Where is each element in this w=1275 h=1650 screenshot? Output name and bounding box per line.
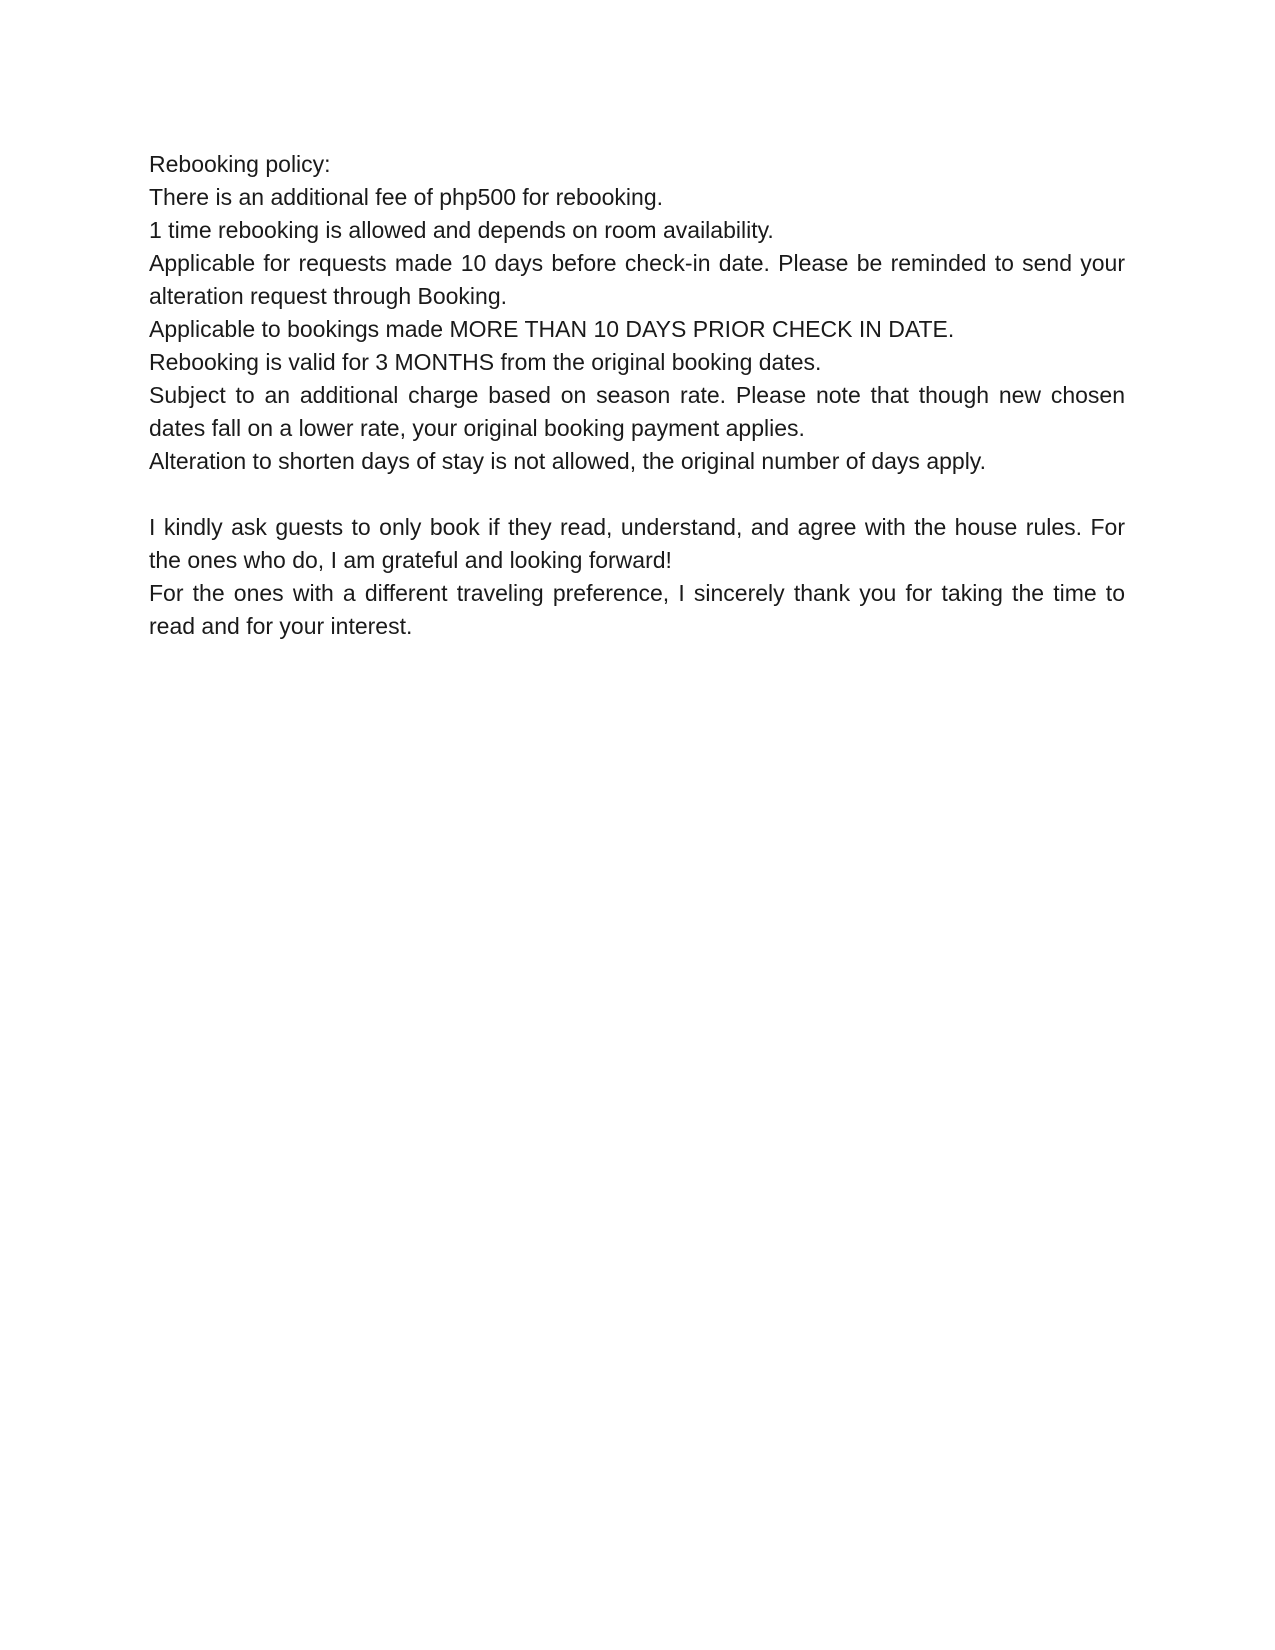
- policy-heading: Rebooking policy:: [149, 151, 331, 177]
- closing-paragraph-thanks: For the ones with a different traveling preference, I sincerely thank you for taking the time to read and for your interest.: [149, 580, 1125, 639]
- document-body: [149, 148, 1125, 643]
- policy-line-request-window: Applicable for requests made 10 days before check-in date. Please be reminded to send your alteration request through Booking.: [149, 250, 1125, 309]
- policy-line-season-rate: Subject to an additional charge based on season rate. Please note that though new chosen dates fall on a lower rate, your original booking payment applies.: [149, 382, 1125, 441]
- closing-paragraph-agree: I kindly ask guests to only book if they read, understand, and agree with the house rules. For the ones who do, I am grateful and looking forward!: [149, 514, 1125, 573]
- policy-line-validity: Rebooking is valid for 3 MONTHS from the original booking dates.: [149, 349, 822, 375]
- policy-line-booking-prior: Applicable to bookings made MORE THAN 10 DAYS PRIOR CHECK IN DATE.: [149, 316, 955, 342]
- policy-line-fee: There is an additional fee of php500 for rebooking.: [149, 184, 664, 210]
- policy-line-shorten-stay: Alteration to shorten days of stay is not allowed, the original number of days apply.: [149, 448, 986, 474]
- paragraph-spacer: [149, 478, 1125, 511]
- policy-line-one-time: 1 time rebooking is allowed and depends on room availability.: [149, 217, 774, 243]
